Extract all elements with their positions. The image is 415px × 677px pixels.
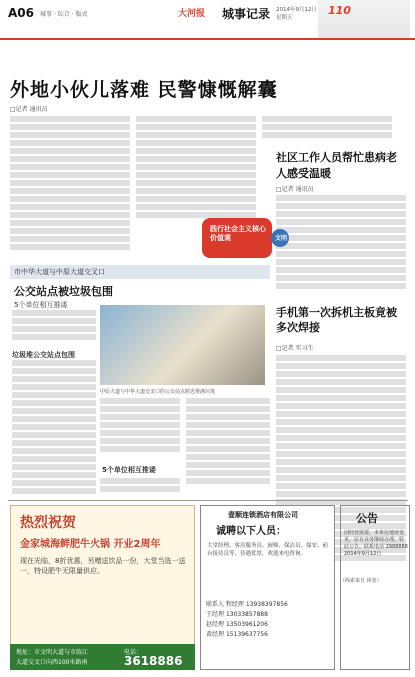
- ad1-address-line1: 地址：市文明大道与市练江: [16, 649, 89, 656]
- section2-subhead3: 5个单位相互推诿: [102, 466, 156, 474]
- notice-title: 公告: [356, 512, 378, 525]
- ad2-headline: 诚聘以下人员：: [216, 526, 286, 537]
- contact-row: [206, 600, 331, 610]
- ad1-address-line2: 大道交叉口向西100米路南: [16, 659, 88, 666]
- contact-name: 联系人 程经理: [206, 601, 244, 608]
- ad2-body: 大堂经理、客房服务员、厨师、保洁员、保安、前台接待员等，待遇优厚，欢迎来电咨询。: [207, 543, 329, 557]
- section2-col1: [12, 360, 96, 500]
- photo-caption: 中原大道与中华大道交叉口的公交站点附近堆满垃圾: [100, 389, 216, 395]
- ad2-company: 壹顺连锁酒店有限公司: [228, 511, 298, 519]
- main-byline: □记者 通讯员: [10, 106, 48, 113]
- main-headline: 外地小伙儿落难 民警慷慨解囊: [10, 79, 278, 101]
- trash-photo: [100, 305, 265, 385]
- ads-divider: [8, 500, 408, 501]
- section2-subhead: 5个单位相互推诿: [14, 301, 68, 309]
- section2-kicker: 市中华大道与中原大道交叉口: [14, 268, 105, 276]
- ad1-headline: 金家城海鲜肥牛火锅 开业2周年: [20, 539, 161, 550]
- date-line: 2014年9月12日: [276, 7, 317, 13]
- section2-col2: [100, 398, 180, 460]
- right-note: （线索来自 读者）: [340, 578, 382, 584]
- contact-tel: 13503961206: [225, 621, 268, 628]
- weekday-line: 星期五: [276, 15, 293, 21]
- contact-row: [206, 630, 331, 640]
- section2-col4: [186, 398, 270, 498]
- contact-tel: 13033857888: [225, 611, 268, 618]
- issue-date: [276, 6, 317, 22]
- side-headline: 社区工作人员帮忙患病老人感受温暖: [276, 151, 397, 180]
- contact-name: 赵经理: [206, 621, 225, 628]
- ad1-phone: 3618886: [124, 654, 183, 668]
- contact-row: [206, 610, 331, 620]
- side-text: [276, 195, 406, 295]
- section2-headline: 公交站点被垃圾包围: [14, 285, 113, 298]
- contact-tel: 15139637756: [225, 631, 268, 638]
- right-byline: □记者 实习生: [276, 345, 314, 352]
- section2-col3: [100, 478, 180, 500]
- contact-name: 王经理: [206, 611, 225, 618]
- banner-text: 践行社会主义核心价值观: [210, 225, 266, 242]
- ad1-body: 现在光临，8折优惠，另赠送饮品一份，大堂当选一送一，特设肥牛无限量供应。: [20, 557, 186, 575]
- contact-name: 黄经理: [206, 631, 225, 638]
- newspaper-brand: 大河报: [178, 9, 206, 19]
- notice-body: 因经营需要，本单位地址变更，原有业务继续办理，特此公告。联系电话 2988888 2014年9月12日: [344, 530, 408, 557]
- right-headline: 手机第一次拆机主板竟被多次焊接: [276, 306, 397, 334]
- side-byline: □记者 通讯员: [276, 186, 314, 193]
- ad2-contacts: [206, 600, 331, 640]
- section-title: 城事记录: [222, 7, 271, 21]
- main-text-col1: [10, 116, 130, 256]
- contact-tel: 13938397856: [245, 601, 288, 608]
- page-number: A06: [8, 6, 34, 20]
- banner-tag: 文明: [275, 235, 288, 242]
- contact-row: [206, 620, 331, 630]
- hotline-number: 110: [328, 4, 351, 17]
- main-text-col3: [262, 116, 392, 146]
- ad1-tel-label: 电话：: [124, 649, 143, 656]
- section2-subhead2: 垃圾堆公交站点包围: [12, 351, 75, 359]
- section2-intro: [12, 310, 96, 346]
- page-meta: 城事 · 综合 · 版式: [40, 11, 88, 18]
- ad1-title: 热烈祝贺: [20, 515, 76, 531]
